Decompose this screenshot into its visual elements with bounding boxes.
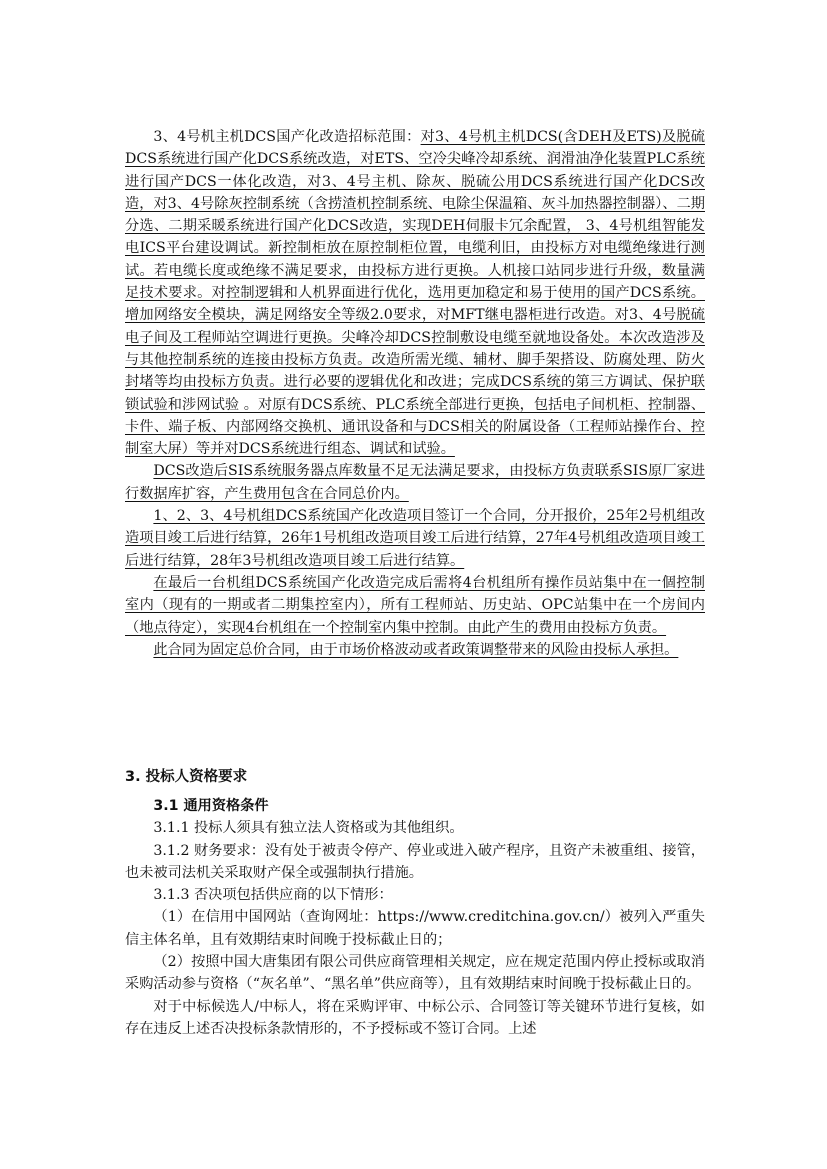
scope-paragraph-3: 1、2、3、4号机组DCS系统国产化改造项目签订一个合同，分开报价，25年2号机组改造项目竣工后进行结算，26年1号机组改造项目竣工后进行结算，27年4号机组改造项目竣工后进行结算，28年3号机组改造项目竣工后进行结算。 bbox=[125, 508, 705, 569]
scope-paragraph-5: 此合同为固定总价合同，由于市场价格波动或者政策调整带来的风险由投标人承担。 bbox=[153, 641, 679, 658]
rejection-case-2: （2）按照中国大唐集团有限公司供应商管理相关规定，应在规定范围内停止授标或取消采购活动参与资格（“灰名单”、“黑名单”供应商等），且有效期结束时间晚于投标截止日的。 bbox=[125, 954, 705, 993]
scope-section bbox=[125, 126, 705, 661]
qualification-section bbox=[125, 795, 705, 1040]
qualification-item-1: 3.1.1 投标人须具有独立法人资格或为其他组织。 bbox=[153, 820, 464, 837]
subsection-heading: 3.1 通用资格条件 bbox=[153, 798, 269, 814]
scope-paragraph-4: 在最后一台机组DCS系统国产化改造完成后需将4台机组所有操作员站集中在一個控制室内（现有的一期或者二期集控室内），所有工程师站、历史站、OPC站集中在一个房间内（地点待定），实现4台机组在一个控制室内集中控制。由此产生的费用由投标方负责。 bbox=[125, 574, 705, 636]
section-heading: 3. 投标人资格要求 bbox=[125, 769, 248, 785]
scope-paragraph-2: DCS改造后SIS系统服务器点库数量不足无法满足要求，由投标方负责联系SIS原厂家进行数据库扩容，产生费用包含在合同总价内。 bbox=[125, 463, 705, 502]
scope-paragraph-1 bbox=[125, 126, 705, 460]
review-paragraph: 对于中标候选人/中标人，将在采购评审、中标公示、合同签订等关键环节进行复核，如存在违反上述否决投标条款情形的，不予授标或不签订合同。上述 bbox=[125, 998, 705, 1037]
qualification-item-3: 3.1.3 否决项包括供应商的以下情形： bbox=[153, 887, 393, 904]
rejection-case-1: （1）在信用中国网站（查询网址：https://www.creditchina.gov.cn/）被列入严重失信主体名单，且有效期结束时间晚于投标截止日的； bbox=[125, 909, 705, 948]
scope-text: 对3、4号机主机DCS(含DEH及ETS)及脱硫DCS系统进行国产化DCS系统改造，对ETS、空冷尖峰冷却系统、润滑油净化装置PLC系统进行国产DCS一体化改造，对3、4号主机、除灰、脱硫公用DCS系统进行国产化DCS改造，对3、4号除灰控制系统（含捞渣机控制系统、电除尘保温箱、灰斗加热器控制器）、二期分选、二期采暖系统进行国产化DCS改造，实现DEH伺服卡冗余配置， 3、4号机组智能发电ICS平台建设调试。新控制柜放在原控制柜位置，电缆利旧，由投标方对电缆绝缘进行测试。若电缆长度或绝缘不满足要求，由投标方进行更换。人机接口站同步进行升级，数量满足技术要求。对控制逻辑和人机界面进行优化，选用更加稳定和易于使用的国产DCS系统。增加网络安全模块，满足网络安全等级2.0要求，对MFT继电器柜进行改造。对3、4号脱硫电子间及工程师站空调进行更换。尖峰冷却DCS控制敷设电缆至就地设备处。本次改造涉及与其他控制系统的连接由投标方负责。改造所需光缆、辅材、脚手架搭设、防腐处理、防火封堵等均由投标方负责。进行必要的逻辑优化和改进；完成DCS系统的第三方调试、保护联锁试验和涉网试验 。对原有DCS系统、PLC系统全部进行更换，包括电子间机柜、控制器、卡件、端子板、内部网络交换机、通讯设备和与DCS相关的附属设备（工程师站操作台、控制室大屏）等并对DCS系统进行组态、调试和试验。 bbox=[125, 129, 705, 458]
scope-intro-label: 3、4号机主机DCS国产化改造招标范围： bbox=[153, 129, 421, 145]
qualification-item-2: 3.1.2 财务要求：没有处于被责令停产、停业或进入破产程序，且资产未被重组、接管，也未被司法机关采取财产保全或强制执行措施。 bbox=[125, 842, 705, 881]
